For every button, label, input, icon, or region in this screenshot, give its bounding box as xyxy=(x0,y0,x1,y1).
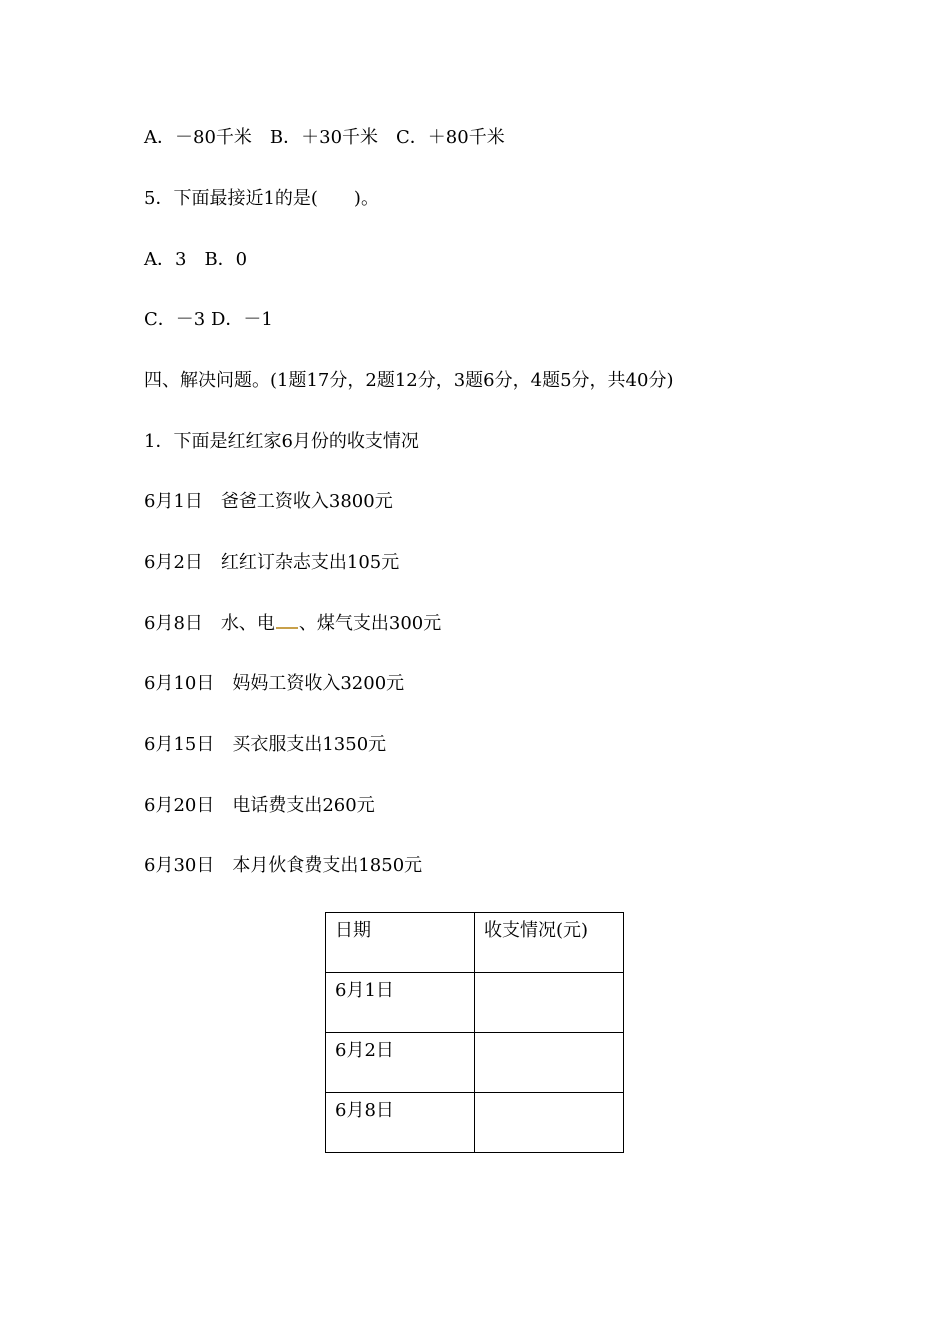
income-expense-table xyxy=(325,912,624,1153)
entry-june-2: 6月2日 红红订杂志支出105元 xyxy=(144,552,400,573)
table-cell-amount[interactable] xyxy=(475,973,624,1033)
entry-june-20: 6月20日 电话费支出260元 xyxy=(144,795,375,816)
table-cell-amount[interactable] xyxy=(475,1033,624,1093)
table-cell-date: 6月8日 xyxy=(326,1093,475,1153)
table-row xyxy=(326,973,624,1033)
header-amount: 收支情况(元) xyxy=(475,913,624,973)
q5-options-cd: C．－3 D．－1 xyxy=(144,309,273,330)
entry-june-8 xyxy=(144,612,441,636)
entry-june-30: 6月30日 本月伙食费支出1850元 xyxy=(144,855,423,876)
entry-june-8-after: 、煤气支出300元 xyxy=(298,613,442,634)
entry-june-8-before: 6月8日 水、电 xyxy=(144,613,275,634)
underline-mark xyxy=(276,627,298,629)
header-date: 日期 xyxy=(326,913,475,973)
section-four-heading: 四、解决问题。(1题17分，2题12分，3题6分，4题5分，共40分) xyxy=(144,370,674,391)
entry-june-15: 6月15日 买衣服支出1350元 xyxy=(144,734,387,755)
q4-options: A．－80千米 B．＋30千米 C．＋80千米 xyxy=(144,127,505,148)
table-cell-amount[interactable] xyxy=(475,1093,624,1153)
table-row xyxy=(326,1033,624,1093)
table-cell-date: 6月2日 xyxy=(326,1033,475,1093)
entry-june-1: 6月1日 爸爸工资收入3800元 xyxy=(144,491,393,512)
q5-question: 5．下面最接近1的是( )。 xyxy=(144,188,379,209)
problem-1-intro: 1．下面是红红家6月份的收支情况 xyxy=(144,431,419,452)
table-header-row xyxy=(326,913,624,973)
table-row xyxy=(326,1093,624,1153)
entry-june-10: 6月10日 妈妈工资收入3200元 xyxy=(144,673,405,694)
q5-options-ab: A．3 B．0 xyxy=(144,249,248,270)
table-cell-date: 6月1日 xyxy=(326,973,475,1033)
